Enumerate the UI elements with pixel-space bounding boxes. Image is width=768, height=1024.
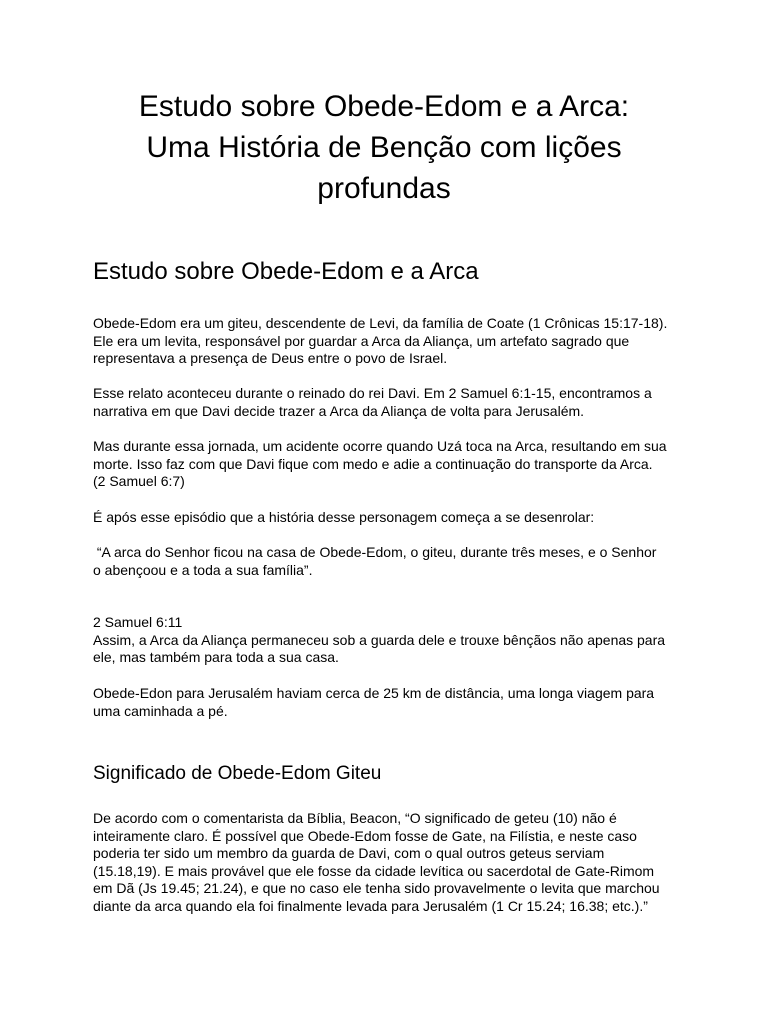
paragraph-line: poderia ter sido um membro da guarda de Davi, com o qual outros geteus serviam [93, 845, 605, 861]
paragraph-line: narrativa em que Davi decide trazer a Arca da Aliança de volta para Jerusalém. [93, 402, 585, 419]
section-heading-significado: Significado de Obede-Edom Giteu [93, 763, 382, 784]
document-title [92, 86, 676, 209]
paragraph-acidente [93, 438, 667, 491]
paragraph-line: Ele era um levita, responsável por guardar a Arca da Aliança, um artefato sagrado que [93, 332, 630, 349]
paragraph-distancia [93, 685, 654, 720]
paragraph-reinado [93, 385, 652, 420]
paragraph-line: morte. Isso faz com que Davi fique com medo e adie a continuação do transporte da Arca. [93, 455, 653, 472]
paragraph-line: ele, mas também para toda a sua casa. [93, 649, 339, 665]
section-heading-estudo: Estudo sobre Obede-Edom e a Arca [93, 258, 479, 285]
paragraph-line: em Dã (Js 19.45; 21.24), e que no caso ele tenha sido provavelmente o levita que marchou [93, 880, 660, 896]
paragraph-line: (15.18,19). E mais provável que ele fosse da cidade levítica ou sacerdotal de Gate-Rimom [93, 862, 655, 879]
title-line: Estudo sobre Obede-Edom e a Arca: [138, 90, 630, 123]
quote-line: o abençoou e a toda a sua família”. [93, 561, 313, 578]
paragraph-line: diante da arca quando ela foi finalmente levada para Jerusalém (1 Cr 15.24; 16.38; etc.).” [93, 897, 648, 914]
paragraph-line: Obede-Edon para Jerusalém haviam cerca de 25 km de distância, uma longa viagem para [93, 685, 655, 701]
paragraph-line: inteiramente claro. É possível que Obede-Edom fosse de Gate, na Filístia, e neste caso [93, 827, 637, 844]
paragraph-line: 2 Samuel 6:11 [93, 614, 183, 630]
quote-line: “A arca do Senhor ficou na casa de Obede-Edom, o giteu, durante três meses, e o Senhor [93, 544, 657, 560]
paragraph-line: Obede-Edom era um giteu, descendente de Levi, da família de Coate (1 Crônicas 15:17-18). [93, 315, 668, 331]
paragraph-line: Esse relato aconteceu durante o reinado do rei Davi. Em 2 Samuel 6:1-15, encontramos a [93, 385, 652, 401]
paragraph-line: De acordo com o comentarista da Bíblia, Beacon, “O significado de geteu (10) não é [93, 810, 617, 826]
paragraph-line: uma caminhada a pé. [93, 702, 228, 719]
title-line: Uma História de Benção com lições [146, 131, 622, 164]
paragraph-intro [93, 315, 667, 368]
title-line: profundas [317, 172, 451, 205]
paragraph-reference [93, 614, 665, 667]
paragraph-comentario [93, 810, 660, 915]
paragraph-line: Mas durante essa jornada, um acidente ocorre quando Uzá toca na Arca, resultando em sua [93, 438, 667, 454]
paragraph-episodio [93, 509, 594, 527]
paragraph-line: representava a presença de Deus entre o povo de Israel. [93, 350, 448, 366]
paragraph-line: É após esse episódio que a história desse personagem começa a se desenrolar: [93, 509, 595, 525]
paragraph-line: (2 Samuel 6:7) [93, 473, 185, 489]
paragraph-line: Assim, a Arca da Aliança permaneceu sob a guarda dele e trouxe bênçãos não apenas para [93, 631, 666, 648]
bible-quote [93, 544, 656, 579]
